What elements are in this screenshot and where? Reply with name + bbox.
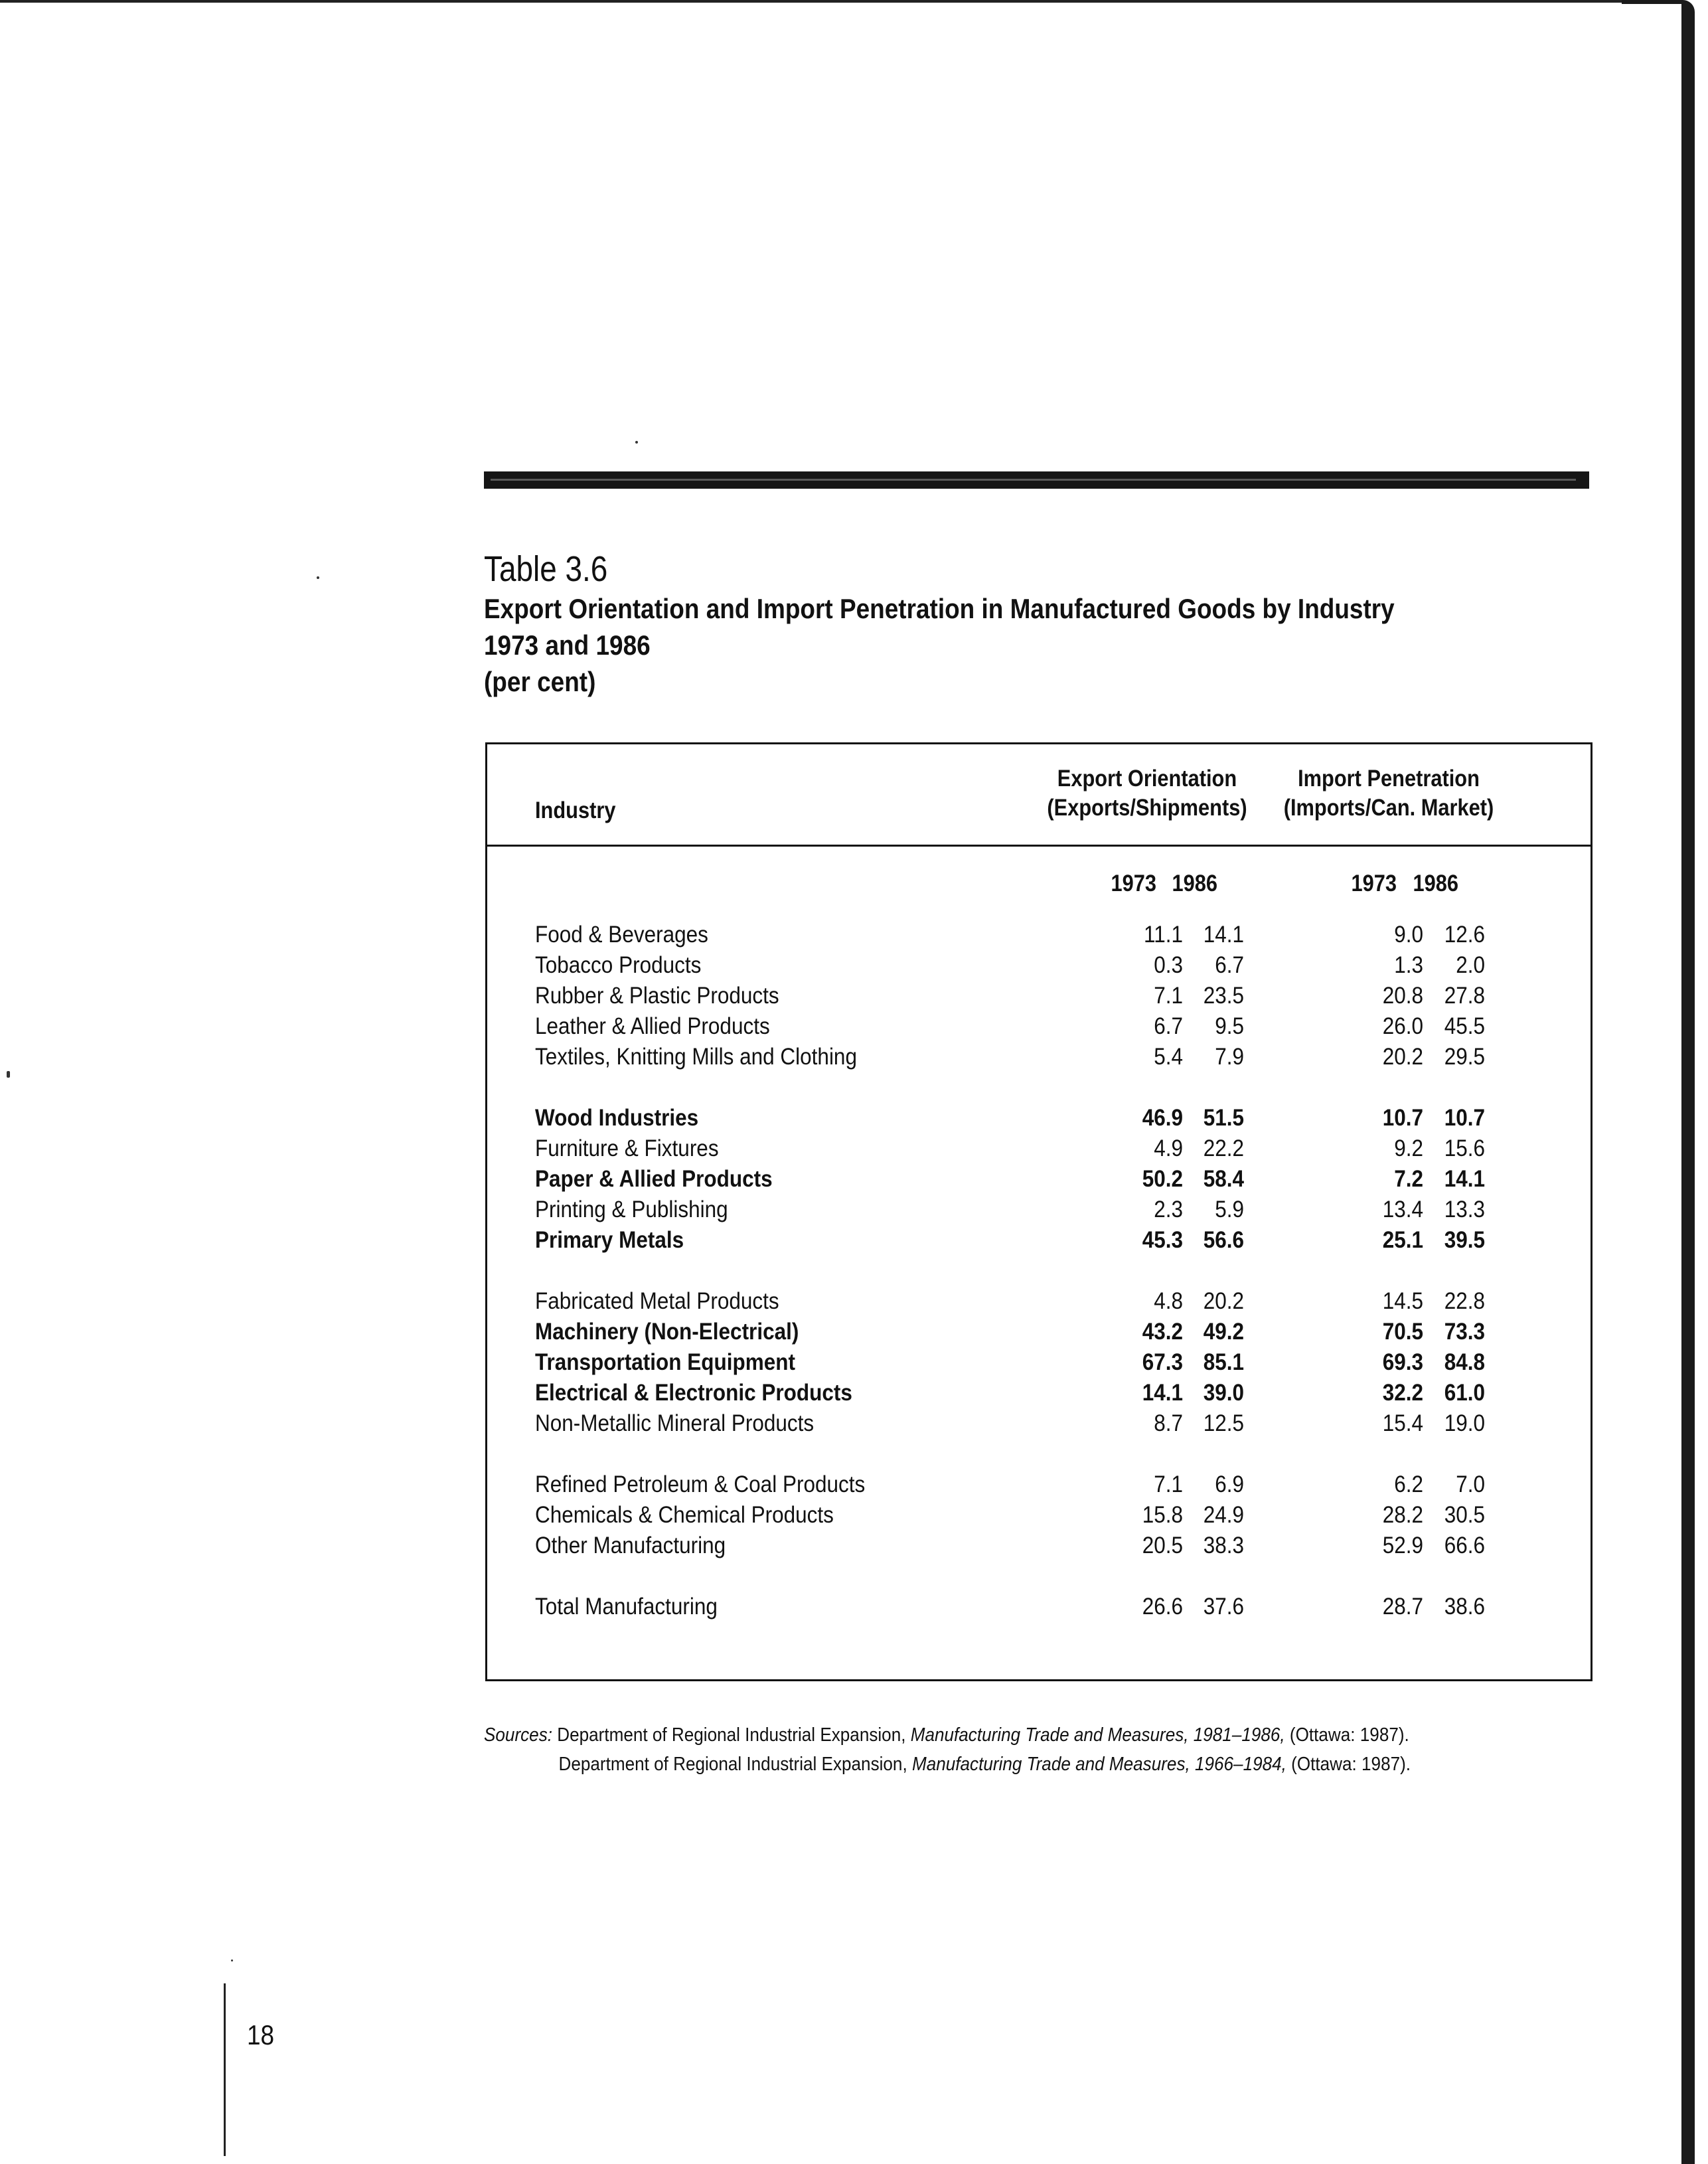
cell-import-1986: 45.5 xyxy=(1444,1013,1485,1039)
table-row xyxy=(487,1288,1591,1319)
cell-import-1986: 66.6 xyxy=(1444,1533,1485,1558)
cell-import-1973: 20.8 xyxy=(1382,983,1423,1009)
cell-industry: Food & Beverages xyxy=(535,922,708,948)
scan-speck xyxy=(635,441,638,444)
cell-import-1973: 15.4 xyxy=(1382,1410,1423,1436)
cell-export-1986: 51.5 xyxy=(1203,1105,1244,1131)
cell-import-1986: 61.0 xyxy=(1444,1380,1485,1406)
cell-industry: Transportation Equipment xyxy=(535,1349,796,1375)
source-1-title: Manufacturing Trade and Measures, 1981–1986, xyxy=(910,1724,1285,1746)
sources-note xyxy=(484,1720,1411,1779)
cell-import-1986: 39.5 xyxy=(1444,1227,1485,1253)
cell-import-1986: 13.3 xyxy=(1444,1197,1485,1222)
cell-industry: Non-Metallic Mineral Products xyxy=(535,1410,815,1436)
cell-export-1986: 58.4 xyxy=(1203,1166,1244,1192)
cell-import-1986: 15.6 xyxy=(1444,1135,1485,1161)
cell-import-1973: 20.2 xyxy=(1382,1044,1423,1070)
cell-import-1973: 26.0 xyxy=(1382,1013,1423,1039)
table-row xyxy=(487,1227,1591,1258)
source-line-1 xyxy=(484,1720,1411,1750)
source-1-suffix: (Ottawa: 1987). xyxy=(1289,1724,1409,1746)
cell-export-1973: 45.3 xyxy=(1142,1227,1183,1253)
table-row xyxy=(487,1594,1591,1624)
table-row xyxy=(487,1105,1591,1135)
year-header-export-1986: 1986 xyxy=(1172,871,1217,896)
cell-export-1973: 20.5 xyxy=(1142,1533,1183,1558)
cell-export-1986: 20.2 xyxy=(1203,1288,1244,1314)
table-row xyxy=(487,1319,1591,1349)
source-2-suffix: (Ottawa: 1987). xyxy=(1291,1754,1411,1775)
cell-export-1973: 7.1 xyxy=(1154,1471,1183,1497)
cell-export-1986: 85.1 xyxy=(1203,1349,1244,1375)
table-row xyxy=(487,1013,1591,1044)
table-units: (per cent) xyxy=(484,666,596,697)
cell-export-1986: 5.9 xyxy=(1215,1197,1244,1222)
sources-label: Sources: xyxy=(484,1724,553,1746)
header-import-line2: (Imports/Can. Market) xyxy=(1283,795,1494,821)
cell-import-1973: 52.9 xyxy=(1382,1533,1423,1558)
table-row xyxy=(487,1044,1591,1074)
cell-export-1986: 9.5 xyxy=(1215,1013,1244,1039)
cell-industry: Refined Petroleum & Coal Products xyxy=(535,1471,866,1497)
year-header-import-1973: 1973 xyxy=(1351,871,1397,896)
table-row xyxy=(487,922,1591,952)
year-header-import-1986: 1986 xyxy=(1413,871,1458,896)
cell-import-1973: 1.3 xyxy=(1394,952,1423,978)
header-export-orientation xyxy=(1042,764,1253,823)
cell-export-1973: 46.9 xyxy=(1142,1105,1183,1131)
table-row xyxy=(487,983,1591,1013)
cell-industry: Electrical & Electronic Products xyxy=(535,1380,852,1406)
cell-import-1986: 22.8 xyxy=(1444,1288,1485,1314)
cell-industry: Printing & Publishing xyxy=(535,1197,728,1222)
cell-export-1973: 0.3 xyxy=(1154,952,1183,978)
cell-industry: Machinery (Non-Electrical) xyxy=(535,1319,799,1345)
cell-import-1986: 19.0 xyxy=(1444,1410,1485,1436)
page-number: 18 xyxy=(247,2019,275,2050)
cell-import-1986: 38.6 xyxy=(1444,1594,1485,1620)
table-row xyxy=(487,1380,1591,1410)
cell-export-1986: 23.5 xyxy=(1203,983,1244,1009)
table-row xyxy=(487,1166,1591,1197)
cell-export-1973: 2.3 xyxy=(1154,1197,1183,1222)
cell-export-1986: 22.2 xyxy=(1203,1135,1244,1161)
table-row xyxy=(487,952,1591,983)
cell-industry: Total Manufacturing xyxy=(535,1594,718,1620)
cell-industry: Primary Metals xyxy=(535,1227,684,1253)
cell-import-1973: 70.5 xyxy=(1382,1319,1423,1345)
source-1-prefix: Department of Regional Industrial Expansion, xyxy=(557,1724,906,1746)
scan-edge-right xyxy=(1681,12,1695,2164)
cell-export-1986: 14.1 xyxy=(1203,922,1244,948)
cell-import-1973: 10.7 xyxy=(1382,1105,1423,1131)
cell-export-1986: 6.7 xyxy=(1215,952,1244,978)
cell-import-1973: 28.7 xyxy=(1382,1594,1423,1620)
cell-export-1973: 43.2 xyxy=(1142,1319,1183,1345)
section-rule xyxy=(484,471,1589,489)
table-row xyxy=(487,1349,1591,1380)
cell-import-1973: 6.2 xyxy=(1394,1471,1423,1497)
cell-export-1986: 56.6 xyxy=(1203,1227,1244,1253)
cell-export-1986: 39.0 xyxy=(1203,1380,1244,1406)
cell-import-1986: 2.0 xyxy=(1456,952,1485,978)
cell-industry: Textiles, Knitting Mills and Clothing xyxy=(535,1044,857,1070)
header-import-line1: Import Penetration xyxy=(1298,766,1480,791)
cell-import-1973: 14.5 xyxy=(1382,1288,1423,1314)
table-row xyxy=(487,1197,1591,1227)
cell-export-1973: 7.1 xyxy=(1154,983,1183,1009)
cell-export-1973: 8.7 xyxy=(1154,1410,1183,1436)
header-divider xyxy=(487,845,1591,847)
cell-import-1986: 12.6 xyxy=(1444,922,1485,948)
cell-import-1986: 27.8 xyxy=(1444,983,1485,1009)
cell-export-1986: 49.2 xyxy=(1203,1319,1244,1345)
page-margin-rule xyxy=(224,1983,226,2156)
cell-import-1986: 29.5 xyxy=(1444,1044,1485,1070)
cell-industry: Furniture & Fixtures xyxy=(535,1135,719,1161)
cell-industry: Chemicals & Chemical Products xyxy=(535,1502,834,1528)
table-row xyxy=(487,1135,1591,1166)
table-row xyxy=(487,1502,1591,1533)
cell-import-1973: 28.2 xyxy=(1382,1502,1423,1528)
cell-import-1973: 25.1 xyxy=(1382,1227,1423,1253)
cell-export-1973: 11.1 xyxy=(1144,922,1183,948)
table-row xyxy=(487,1410,1591,1441)
table-row xyxy=(487,1533,1591,1563)
table-years: 1973 and 1986 xyxy=(484,629,651,661)
cell-industry: Leather & Allied Products xyxy=(535,1013,770,1039)
cell-import-1973: 69.3 xyxy=(1382,1349,1423,1375)
source-2-title: Manufacturing Trade and Measures, 1966–1984, xyxy=(911,1754,1286,1775)
source-line-2 xyxy=(484,1750,1411,1779)
cell-import-1986: 30.5 xyxy=(1444,1502,1485,1528)
cell-export-1986: 12.5 xyxy=(1203,1410,1244,1436)
cell-export-1986: 37.6 xyxy=(1203,1594,1244,1620)
cell-industry: Fabricated Metal Products xyxy=(535,1288,779,1314)
cell-import-1986: 14.1 xyxy=(1444,1166,1485,1192)
cell-export-1973: 4.9 xyxy=(1154,1135,1183,1161)
cell-export-1973: 50.2 xyxy=(1142,1166,1183,1192)
cell-industry: Tobacco Products xyxy=(535,952,702,978)
scan-speck xyxy=(7,1071,10,1078)
cell-export-1986: 7.9 xyxy=(1215,1044,1244,1070)
cell-export-1986: 24.9 xyxy=(1203,1502,1244,1528)
data-table xyxy=(485,742,1592,1681)
header-import-penetration xyxy=(1284,764,1494,823)
cell-import-1986: 7.0 xyxy=(1456,1471,1485,1497)
cell-import-1973: 13.4 xyxy=(1382,1197,1423,1222)
table-row xyxy=(487,1471,1591,1502)
cell-industry: Paper & Allied Products xyxy=(535,1166,773,1192)
cell-import-1973: 7.2 xyxy=(1394,1166,1423,1192)
cell-import-1973: 32.2 xyxy=(1382,1380,1423,1406)
year-header-export-1973: 1973 xyxy=(1111,871,1156,896)
cell-export-1973: 67.3 xyxy=(1142,1349,1183,1375)
cell-import-1986: 84.8 xyxy=(1444,1349,1485,1375)
scan-edge-corner xyxy=(1622,0,1695,12)
header-export-line1: Export Orientation xyxy=(1057,766,1237,791)
cell-export-1973: 26.6 xyxy=(1142,1594,1183,1620)
table-title: Export Orientation and Import Penetration in Manufactured Goods by Industry xyxy=(484,593,1395,624)
scan-speck xyxy=(317,576,319,579)
cell-export-1973: 15.8 xyxy=(1142,1502,1183,1528)
cell-import-1973: 9.0 xyxy=(1394,922,1423,948)
cell-industry: Rubber & Plastic Products xyxy=(535,983,779,1009)
source-2-prefix: Department of Regional Industrial Expansion, xyxy=(558,1754,907,1775)
cell-export-1973: 4.8 xyxy=(1154,1288,1183,1314)
cell-export-1973: 5.4 xyxy=(1154,1044,1183,1070)
cell-export-1973: 14.1 xyxy=(1142,1380,1183,1406)
scan-edge-top xyxy=(0,0,1673,3)
cell-import-1973: 9.2 xyxy=(1394,1135,1423,1161)
cell-export-1986: 38.3 xyxy=(1203,1533,1244,1558)
cell-import-1986: 73.3 xyxy=(1444,1319,1485,1345)
header-export-line2: (Exports/Shipments) xyxy=(1047,795,1247,821)
cell-industry: Wood Industries xyxy=(535,1105,699,1131)
header-industry: Industry xyxy=(535,797,616,823)
cell-industry: Other Manufacturing xyxy=(535,1533,726,1558)
cell-export-1986: 6.9 xyxy=(1215,1471,1244,1497)
scan-speck xyxy=(231,1959,233,1961)
cell-export-1973: 6.7 xyxy=(1154,1013,1183,1039)
cell-import-1986: 10.7 xyxy=(1444,1105,1485,1131)
table-label: Table 3.6 xyxy=(484,549,608,589)
